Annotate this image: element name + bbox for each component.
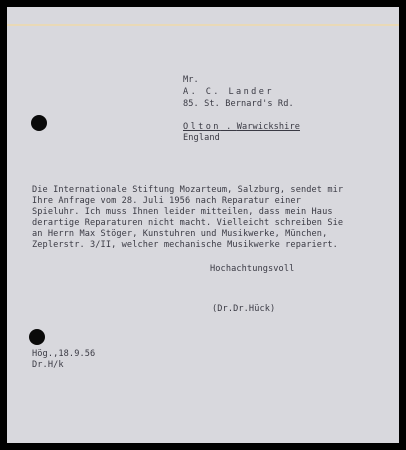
- body-line: Spieluhr. Ich muss Ihnen leider mitteilen, dass mein Haus: [32, 207, 333, 217]
- letter-page: [7, 7, 399, 443]
- body-line: Ihre Anfrage vom 28. Juli 1956 nach Reparatur einer: [32, 196, 301, 206]
- address-name: A. C. Lander: [183, 87, 274, 97]
- signature: (Dr.Dr.Hück): [212, 304, 276, 314]
- punch-hole-bottom: [29, 329, 45, 345]
- body-line: Zeplerstr. 3/II, welcher mechanische Musikwerke repariert.: [32, 240, 338, 250]
- closing: Hochachtungsvoll: [210, 264, 295, 274]
- address-city-separator: .: [220, 122, 237, 132]
- address-city: Olton: [183, 122, 221, 132]
- address-city-line: [183, 122, 300, 132]
- body-line: derartige Reparaturen nicht macht. Vielleicht schreiben Sie: [32, 218, 344, 228]
- body-line: Die Internationale Stiftung Mozarteum, Salzburg, sendet mir: [32, 185, 344, 195]
- punch-hole-top: [31, 115, 47, 131]
- address-county: Warwickshire: [236, 122, 300, 132]
- address-salutation: Mr.: [183, 75, 199, 85]
- body-line: an Herrn Max Stöger, Kunstuhren und Musikwerke, München,: [32, 229, 328, 239]
- top-fold-line: [7, 24, 399, 26]
- address-country: England: [183, 133, 220, 143]
- address-street: 85. St. Bernard's Rd.: [183, 99, 294, 109]
- footer-initials: Dr.H/k: [32, 360, 64, 370]
- footer-date: Hög.,18.9.56: [32, 349, 96, 359]
